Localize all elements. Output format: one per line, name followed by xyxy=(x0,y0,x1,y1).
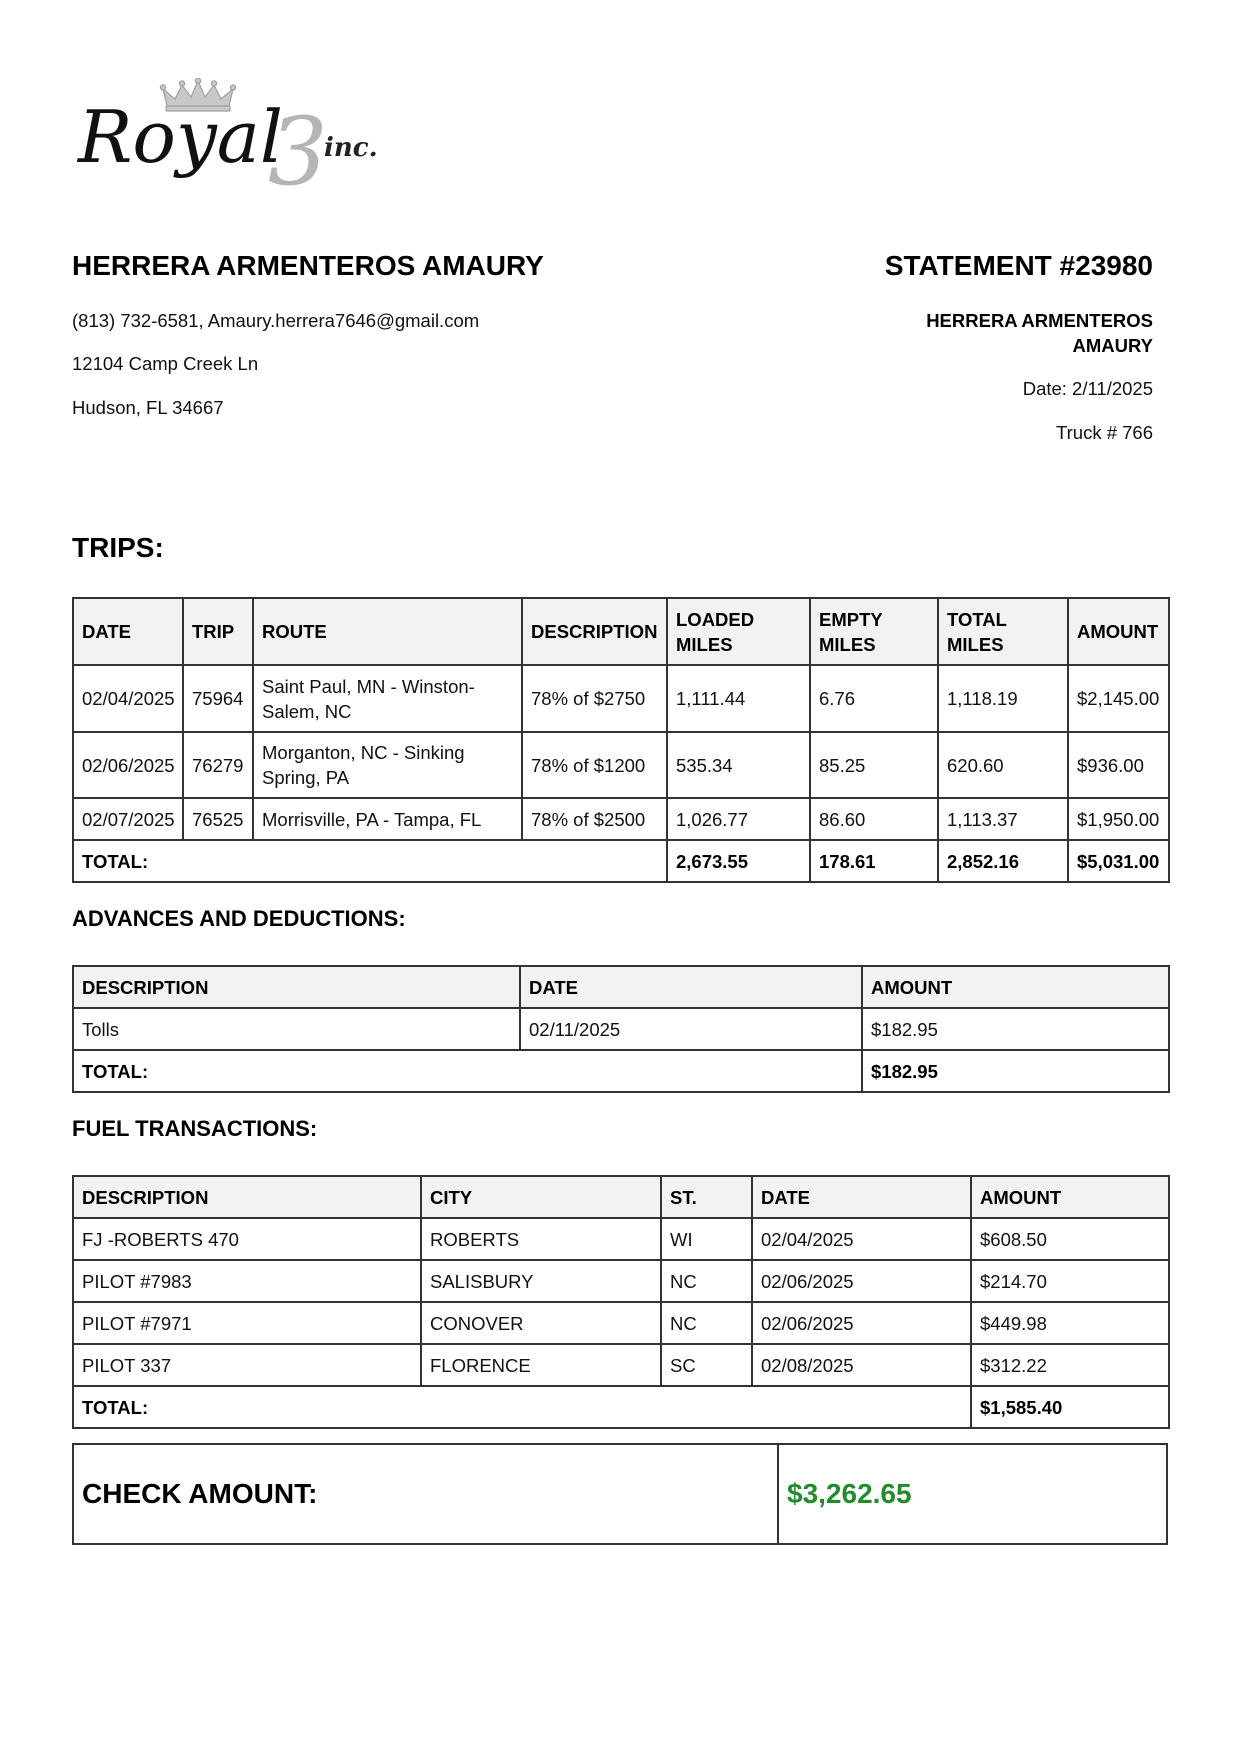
statement-date: Date: 2/11/2025 xyxy=(1022,378,1153,399)
trip-total-miles: 1,113.37 xyxy=(938,798,1068,840)
trip-row xyxy=(73,798,1169,840)
trip-empty-miles: 85.25 xyxy=(810,732,938,798)
fuel-description: PILOT #7983 xyxy=(73,1260,421,1302)
fuel-date: 02/04/2025 xyxy=(752,1218,971,1260)
trip-description: 78% of $2500 xyxy=(522,798,667,840)
column-header-date: DATE xyxy=(73,598,183,665)
trip-date: 02/06/2025 xyxy=(73,732,183,798)
fuel-amount: $214.70 xyxy=(971,1260,1169,1302)
fuel-total-amount: $1,585.40 xyxy=(971,1386,1169,1428)
column-header-amount: AMOUNT xyxy=(862,966,1169,1008)
trip-total-miles: 1,118.19 xyxy=(938,665,1068,732)
advances-heading: ADVANCES AND DEDUCTIONS: xyxy=(72,906,406,931)
fuel-row xyxy=(73,1218,1169,1260)
column-header-date: DATE xyxy=(520,966,862,1008)
advances-table xyxy=(72,965,1170,1093)
fuel-date: 02/06/2025 xyxy=(752,1260,971,1302)
logo-wordmark: Royal xyxy=(75,95,284,179)
fuel-date: 02/06/2025 xyxy=(752,1302,971,1344)
fuel-city: ROBERTS xyxy=(421,1218,661,1260)
fuel-amount: $449.98 xyxy=(971,1302,1169,1344)
trip-row xyxy=(73,732,1169,798)
fuel-header-row xyxy=(73,1176,1169,1218)
column-header-route: ROUTE xyxy=(253,598,522,665)
fuel-description: PILOT 337 xyxy=(73,1344,421,1386)
fuel-heading: FUEL TRANSACTIONS: xyxy=(72,1116,318,1141)
fuel-total-label: TOTAL: xyxy=(73,1386,971,1428)
column-header-description: DESCRIPTION xyxy=(73,966,520,1008)
statement-payee: HERRERA ARMENTEROS AMAURY xyxy=(926,310,1153,356)
trip-description: 78% of $1200 xyxy=(522,732,667,798)
fuel-date: 02/08/2025 xyxy=(752,1344,971,1386)
trip-loaded-miles: 535.34 xyxy=(667,732,810,798)
trip-route: Morrisville, PA - Tampa, FL xyxy=(253,798,522,840)
column-header-description: DESCRIPTION xyxy=(73,1176,421,1218)
fuel-state: NC xyxy=(661,1302,752,1344)
driver-street: 12104 Camp Creek Ln xyxy=(72,353,259,374)
driver-name: HERRERA ARMENTEROS AMAURY xyxy=(72,250,544,281)
trip-loaded-miles: 1,026.77 xyxy=(667,798,810,840)
advances-total-label: TOTAL: xyxy=(73,1050,862,1092)
fuel-amount: $608.50 xyxy=(971,1218,1169,1260)
fuel-row xyxy=(73,1344,1169,1386)
driver-contact: (813) 732-6581, Amaury.herrera7646@gmail.com xyxy=(72,310,480,331)
advances-total-amount: $182.95 xyxy=(862,1050,1169,1092)
check-amount-value: $3,262.65 xyxy=(787,1478,912,1509)
advance-row xyxy=(73,1008,1169,1050)
column-header-amount: AMOUNT xyxy=(971,1176,1169,1218)
fuel-state: SC xyxy=(661,1344,752,1386)
column-header-amount: AMOUNT xyxy=(1068,598,1169,665)
fuel-city: CONOVER xyxy=(421,1302,661,1344)
trips-total-row xyxy=(73,840,1169,882)
logo-numeral: 3 xyxy=(268,98,328,190)
trip-date: 02/07/2025 xyxy=(73,798,183,840)
fuel-table xyxy=(72,1175,1170,1429)
trips-total-label: TOTAL: xyxy=(73,840,667,882)
trip-number: 75964 xyxy=(183,665,253,732)
trip-route: Saint Paul, MN - Winston-Salem, NC xyxy=(253,665,522,732)
fuel-row xyxy=(73,1302,1169,1344)
trips-table xyxy=(72,597,1170,883)
column-header-total-miles: TOTAL MILES xyxy=(938,598,1068,665)
fuel-description: FJ -ROBERTS 470 xyxy=(73,1218,421,1260)
fuel-city: FLORENCE xyxy=(421,1344,661,1386)
trip-amount: $2,145.00 xyxy=(1068,665,1169,732)
advance-date: 02/11/2025 xyxy=(520,1008,862,1050)
fuel-description: PILOT #7971 xyxy=(73,1302,421,1344)
trip-number: 76279 xyxy=(183,732,253,798)
statement-number: STATEMENT #23980 xyxy=(884,250,1153,281)
column-header-date: DATE xyxy=(752,1176,971,1218)
trips-header-row xyxy=(73,598,1169,665)
column-header-loaded-miles: LOADED MILES xyxy=(667,598,810,665)
trip-amount: $1,950.00 xyxy=(1068,798,1169,840)
company-logo xyxy=(70,78,380,190)
fuel-row xyxy=(73,1260,1169,1302)
trip-empty-miles: 6.76 xyxy=(810,665,938,732)
advances-total-row xyxy=(73,1050,1169,1092)
advance-amount: $182.95 xyxy=(862,1008,1169,1050)
trip-loaded-miles: 1,111.44 xyxy=(667,665,810,732)
fuel-state: WI xyxy=(661,1218,752,1260)
trip-date: 02/04/2025 xyxy=(73,665,183,732)
fuel-total-row xyxy=(73,1386,1169,1428)
trips-total-amount: $5,031.00 xyxy=(1068,840,1169,882)
column-header-city: CITY xyxy=(421,1176,661,1218)
column-header-trip: TRIP xyxy=(183,598,253,665)
trips-total-total-miles: 2,852.16 xyxy=(938,840,1068,882)
trips-total-loaded-miles: 2,673.55 xyxy=(667,840,810,882)
trips-total-empty-miles: 178.61 xyxy=(810,840,938,882)
trip-amount: $936.00 xyxy=(1068,732,1169,798)
trip-empty-miles: 86.60 xyxy=(810,798,938,840)
trip-total-miles: 620.60 xyxy=(938,732,1068,798)
fuel-amount: $312.22 xyxy=(971,1344,1169,1386)
column-header-state: ST. xyxy=(661,1176,752,1218)
trip-route: Morganton, NC - Sinking Spring, PA xyxy=(253,732,522,798)
column-header-description: DESCRIPTION xyxy=(522,598,667,665)
trips-heading: TRIPS: xyxy=(72,532,164,563)
logo-suffix: inc. xyxy=(324,133,378,163)
advance-description: Tolls xyxy=(73,1008,520,1050)
driver-city: Hudson, FL 34667 xyxy=(72,397,224,418)
column-header-empty-miles: EMPTY MILES xyxy=(810,598,938,665)
check-amount-box xyxy=(72,1443,1168,1545)
truck-number: Truck # 766 xyxy=(1056,422,1153,443)
advances-header-row xyxy=(73,966,1169,1008)
trip-description: 78% of $2750 xyxy=(522,665,667,732)
fuel-city: SALISBURY xyxy=(421,1260,661,1302)
trip-row xyxy=(73,665,1169,732)
check-amount-label: CHECK AMOUNT: xyxy=(74,1445,779,1543)
fuel-state: NC xyxy=(661,1260,752,1302)
trip-number: 76525 xyxy=(183,798,253,840)
